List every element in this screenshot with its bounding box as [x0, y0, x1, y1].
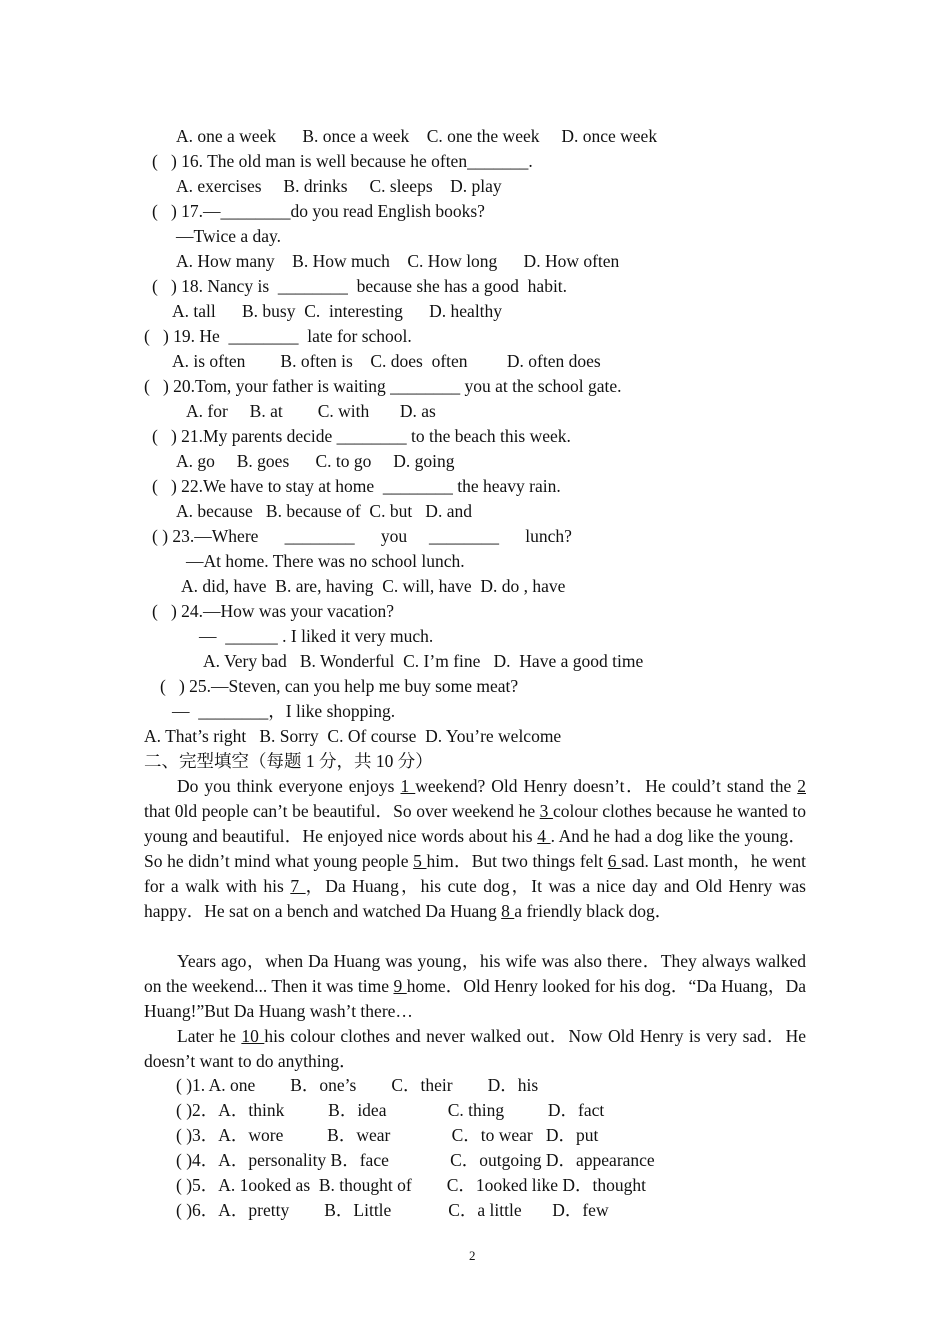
cloze-option-1: ( )1. A. one B．one’s C．their D．his	[176, 1075, 539, 1095]
question-23: ( ) 23.—Where ________ you ________ lunch?	[152, 526, 572, 546]
blank-1: 1	[400, 776, 416, 796]
question-24: ( ) 24.—How was your vacation?	[152, 601, 395, 621]
q17-options: A. How many B. How much C. How long D. How often	[176, 251, 620, 271]
q24-options: A. Very bad B. Wonderful C. I’m fine D. Have a good time	[203, 651, 644, 671]
q19-options: A. is often B. often is C. does often D. often does	[172, 351, 601, 371]
question-22: ( ) 22.We have to stay at home ________ the heavy rain.	[152, 476, 561, 496]
q23-answer-line: —At home. There was no school lunch.	[186, 551, 465, 571]
blank-8: 8	[501, 901, 515, 921]
blank-2: 2	[797, 776, 806, 796]
cloze-paragraph-3: Later he 10 his colour clothes and never walked out．Now Old Henry is very sad．He doesn’t want to do anything．	[144, 1026, 807, 1071]
blank-7: 7	[290, 876, 306, 896]
question-21: ( ) 21.My parents decide ________ to the beach this week.	[152, 426, 571, 446]
q21-options: A. go B. goes C. to go D. going	[176, 451, 455, 471]
q23-options: A. did, have B. are, having C. will, have D. do , have	[181, 576, 566, 596]
blank-9: 9	[393, 976, 407, 996]
q15-options: A. one a week B. once a week C. one the week D. once week	[176, 126, 658, 146]
question-18: ( ) 18. Nancy is ________ because she has a good habit.	[152, 276, 568, 296]
blank-5: 5	[413, 851, 427, 871]
q25-answer-line: — ________，I like shopping.	[172, 701, 396, 721]
cloze-option-3: ( )3．A．wore B．wear C．to wear D．put	[176, 1125, 599, 1145]
blank-4: 4	[537, 826, 551, 846]
question-19: ( ) 19. He ________ late for school.	[144, 326, 412, 346]
q20-options: A. for B. at C. with D. as	[186, 401, 436, 421]
question-16: ( ) 16. The old man is well because he often_______.	[152, 151, 533, 171]
cloze-option-4: ( )4．A．personality B．face C．outgoing D．appearance	[176, 1150, 655, 1170]
q25-options: A. That’s right B. Sorry C. Of course D. You’re welcome	[144, 726, 562, 746]
blank-10: 10	[241, 1026, 265, 1046]
question-25: ( ) 25.—Steven, can you help me buy some meat?	[160, 676, 519, 696]
blank-3: 3	[539, 801, 553, 821]
q16-options: A. exercises B. drinks C. sleeps D. play	[176, 176, 502, 196]
q24-answer-line: — ______ . I liked it very much.	[199, 626, 434, 646]
cloze-option-5: ( )5．A. 1ooked as B. thought of C．1ooked like D．thought	[176, 1175, 647, 1195]
q18-options: A. tall B. busy C. interesting D. healthy	[172, 301, 503, 321]
question-17: ( ) 17.—________do you read English books?	[152, 201, 485, 221]
page-number: 2	[469, 1248, 476, 1263]
question-20: ( ) 20.Tom, your father is waiting ________ you at the school gate.	[144, 376, 622, 396]
cloze-paragraph-2: Years ago，when Da Huang was young，his wife was also there．They always walked on the weekend... Then it was time 9 home．Old Henry looked for his dog．“Da Huang，Da Huang!”But Da Huang wash’t there…	[144, 951, 806, 1021]
q22-options: A. because B. because of C. but D. and	[176, 501, 472, 521]
section-heading-cloze: 二、完型填空（每题 1 分，共 10 分）	[144, 751, 433, 771]
q17-answer-line: —Twice a day.	[176, 226, 282, 246]
cloze-paragraph-1: Do you think everyone enjoys 1 weekend? Old Henry doesn’t．He could’t stand the 2 that 0ld people can’t be beautiful．So over weekend he 3 colour clothes because he wanted to young and beautiful．He enjoyed nice words about his 4 . And he had a dog like the young．So he didn’t mind what young people 5 him．But two things felt 6 sad. Last month，he went for a walk with his 7 ，Da Huang，his cute dog，It was a nice day and Old Henry was happy．He sat on a bench and watched Da Huang 8 a friendly black dog．	[144, 776, 807, 921]
blank-6: 6	[607, 851, 622, 871]
cloze-option-2: ( )2．A．think B．idea C. thing D．fact	[176, 1100, 605, 1120]
cloze-option-6: ( )6．A．pretty B．Little C．a little D．few	[176, 1200, 609, 1220]
